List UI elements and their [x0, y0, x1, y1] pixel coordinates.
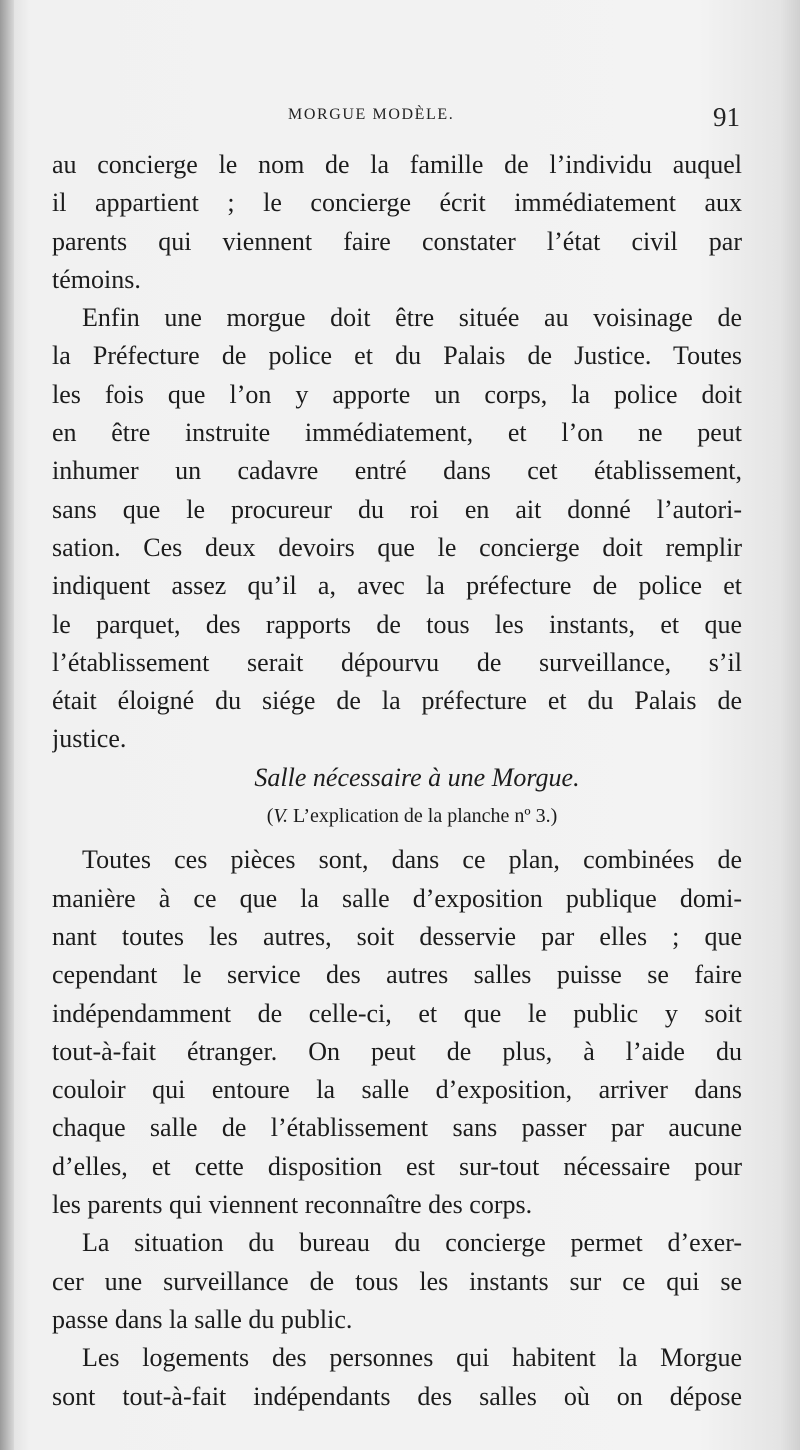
- page-text: [52, 146, 742, 1416]
- text-line: Enfin une morgue doit être située au voisinage de: [82, 303, 742, 333]
- text-line: le parquet, des rapports de tous les instants, et que: [52, 609, 742, 639]
- text-line: sans que le procureur du roi en ait donné l’autori-: [52, 494, 742, 524]
- text-line: la Préfecture de police et du Palais de Justice. Toutes: [52, 341, 742, 371]
- text-line: indiquent assez qu’il a, avec la préfecture de police et: [52, 571, 742, 601]
- paragraph-3: [52, 841, 742, 1224]
- text-line: nant toutes les autres, soit desservie par elles ; que: [52, 921, 742, 951]
- text-line: passe dans la salle du public.: [52, 1304, 353, 1334]
- text-line: d’elles, et cette disposition est sur-tout nécessaire pour: [52, 1151, 742, 1181]
- text-line: justice.: [52, 724, 127, 754]
- text-line: les fois que l’on y apporte un corps, la police doit: [52, 379, 742, 409]
- text-line: les parents qui viennent reconnaître des corps.: [52, 1190, 533, 1220]
- text-line: chaque salle de l’établissement sans passer par aucune: [52, 1113, 742, 1143]
- text-line: La situation du bureau du concierge permet d’exer-: [82, 1228, 742, 1258]
- text-line: Les logements des personnes qui habitent la Morgue: [82, 1343, 742, 1373]
- text-line: tout-à-fait étranger. On peut de plus, à l’aide du: [52, 1036, 742, 1066]
- section-title: Salle nécessaire à une Morgue.: [254, 762, 580, 792]
- paragraph-4: [52, 1224, 742, 1339]
- plate-reference-note: [52, 797, 742, 835]
- text-line: était éloigné du siége de la préfecture et du Palais de: [52, 686, 742, 716]
- paragraph-2: [52, 299, 742, 759]
- text-line: inhumer un cadavre entré dans cet établissement,: [52, 456, 742, 486]
- note-abbreviation: V.: [273, 805, 289, 828]
- text-line: en être instruite immédiatement, et l’on ne peut: [52, 418, 742, 448]
- note-open-paren: (: [266, 805, 274, 828]
- text-line: l’établissement serait dépourvu de surveillance, s’il: [52, 647, 742, 677]
- text-line: couloir qui entoure la salle d’exposition, arriver dans: [52, 1075, 742, 1105]
- text-line: manière à ce que la salle d’exposition publique domi-: [52, 883, 742, 913]
- paragraph-1: [52, 146, 742, 299]
- text-line: indépendamment de celle-ci, et que le public y soit: [52, 998, 742, 1028]
- text-line: cependant le service des autres salles puisse se faire: [52, 960, 742, 990]
- running-title: MORGUE MODÈLE.: [288, 106, 455, 123]
- text-line: parents qui viennent faire constater l’état civil par: [52, 226, 742, 256]
- text-line: sont tout-à-fait indépendants des salles où on dépose: [52, 1381, 742, 1411]
- text-line: sation. Ces deux devoirs que le concierge doit remplir: [52, 532, 742, 562]
- page-number: 91: [713, 102, 740, 132]
- text-line: Toutes ces pièces sont, dans ce plan, combinées de: [82, 845, 742, 875]
- text-line: cer une surveillance de tous les instants sur ce qui se: [52, 1266, 742, 1296]
- text-line: il appartient ; le concierge écrit immédiatement aux: [52, 188, 742, 218]
- page-header: [52, 100, 742, 140]
- note-text: L’explication de la planche nº 3.): [288, 805, 558, 828]
- text-line: témoins.: [52, 264, 141, 294]
- paragraph-5: [52, 1339, 742, 1416]
- page-binding-edge: [0, 0, 14, 1450]
- text-line: au concierge le nom de la famille de l’individu auquel: [52, 150, 742, 179]
